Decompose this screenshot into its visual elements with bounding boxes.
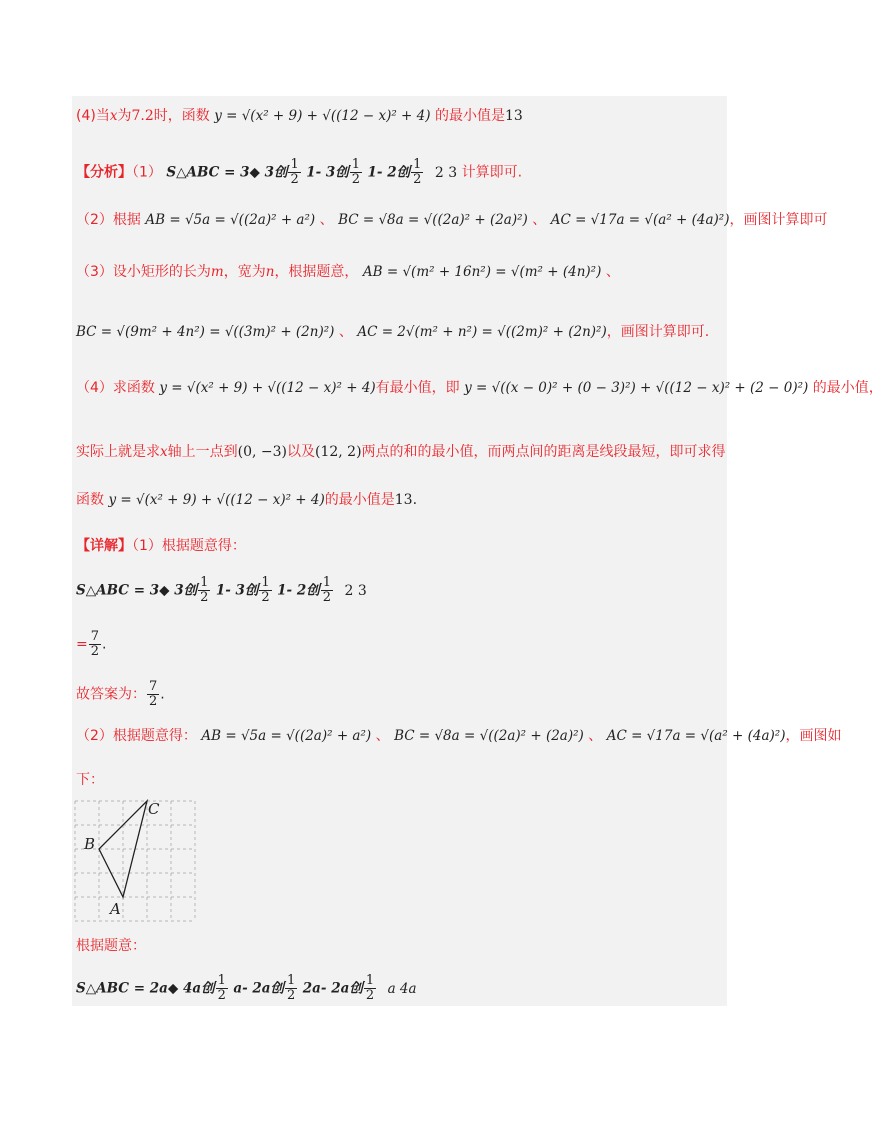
detail-item2-cont: 下： (76, 772, 104, 788)
fraction: $\frac{1}{2}$ (287, 973, 296, 1003)
analysis-item2: （2）根据 AB = √5a = √((2a)² + a²) 、 BC = √8a = √((2a)² + (2a)²) 、 AC = √17a = √(a² + (4a)²)，画图计算即可 (76, 212, 828, 228)
label-a: A (110, 900, 121, 918)
detail-item2: （2）根据题意得： AB = √5a = √((2a)² + a²) 、 BC = √8a = √((2a)² + (2a)²) 、 AC = √17a = √(a² + (4a)²)，画图如 (76, 728, 842, 744)
part4-statement: (4)当x为7.2时，函数 y = √(x² + 9) + √((12 − x)² + 4) 的最小值是13 (76, 108, 523, 124)
analysis-item1: 【分析】（1） S△ABC = 3◆ 3创 $\frac{1}{2}$ 1- 3创 $\frac{1}{2}$ 1- 2创 $\frac{1}{2}$ 2 3 计算即可. (76, 157, 523, 187)
fraction: $\frac{1}{2}$ (351, 157, 361, 187)
dashed-grid (75, 801, 195, 921)
triangle-diagram (74, 800, 196, 924)
detail-s-formula: S△ABC = 3◆ 3创 $\frac{1}{2}$ 1- 3创 $\frac{1}{2}$ 1- 2创 $\frac{1}{2}$ 2 3 (76, 575, 367, 605)
fraction: $\frac{1}{2}$ (413, 157, 422, 187)
fraction: $\frac{1}{2}$ (365, 973, 375, 1003)
analysis-item3: （3）设小矩形的长为m，宽为n，根据题意， AB = √(m² + 16n²) = √(m² + (4n)²) 、 (76, 264, 620, 280)
analysis-line6: 实际上就是求x轴上一点到(0, −3)以及(12, 2)两点的和的最小值，而两点间的距离是线段最短，即可求得 (76, 444, 726, 460)
formula: y = √(x² + 9) + √((12 − x)² + 4) (214, 108, 431, 124)
fraction: $\frac{7}{2}$ (90, 629, 100, 659)
detail-item1: 【详解】（1）根据题意得： (76, 538, 246, 554)
fraction: $\frac{1}{2}$ (290, 157, 299, 187)
fraction: $\frac{1}{2}$ (200, 575, 209, 605)
analysis-line7: 函数 y = √(x² + 9) + √((12 − x)² + 4)的最小值是13. (76, 492, 418, 508)
label-b: B (84, 835, 96, 853)
according-heading: 根据题意： (76, 938, 146, 954)
detail-answer: 故答案为： $\frac{7}{2}$ . (76, 679, 165, 709)
detail-s2-formula: S△ABC = 2a◆ 4a创 $\frac{1}{2}$ a- 2a创 $\frac{1}{2}$ 2a- 2a创 $\frac{1}{2}$ a 4a (76, 973, 417, 1003)
fraction: $\frac{7}{2}$ (149, 679, 158, 709)
label-c: C (148, 800, 160, 818)
analysis-item4: （4）求函数 y = √(x² + 9) + √((12 − x)² + 4)有最小值，即 y = √((x − 0)² + (0 − 3)²) + √((12 − x)² + (2 − 0)²) 的最小值， (76, 380, 883, 396)
detail-result: = $\frac{7}{2}$ . (76, 629, 107, 659)
analysis-item3-cont: BC = √(9m² + 4n²) = √((3m)² + (2n)²) 、 AC = 2√(m² + n²) = √((2m)² + (2n)²)，画图计算即可. (76, 324, 710, 340)
fraction: $\frac{1}{2}$ (217, 973, 226, 1003)
fraction: $\frac{1}{2}$ (261, 575, 270, 605)
fraction: $\frac{1}{2}$ (322, 575, 332, 605)
